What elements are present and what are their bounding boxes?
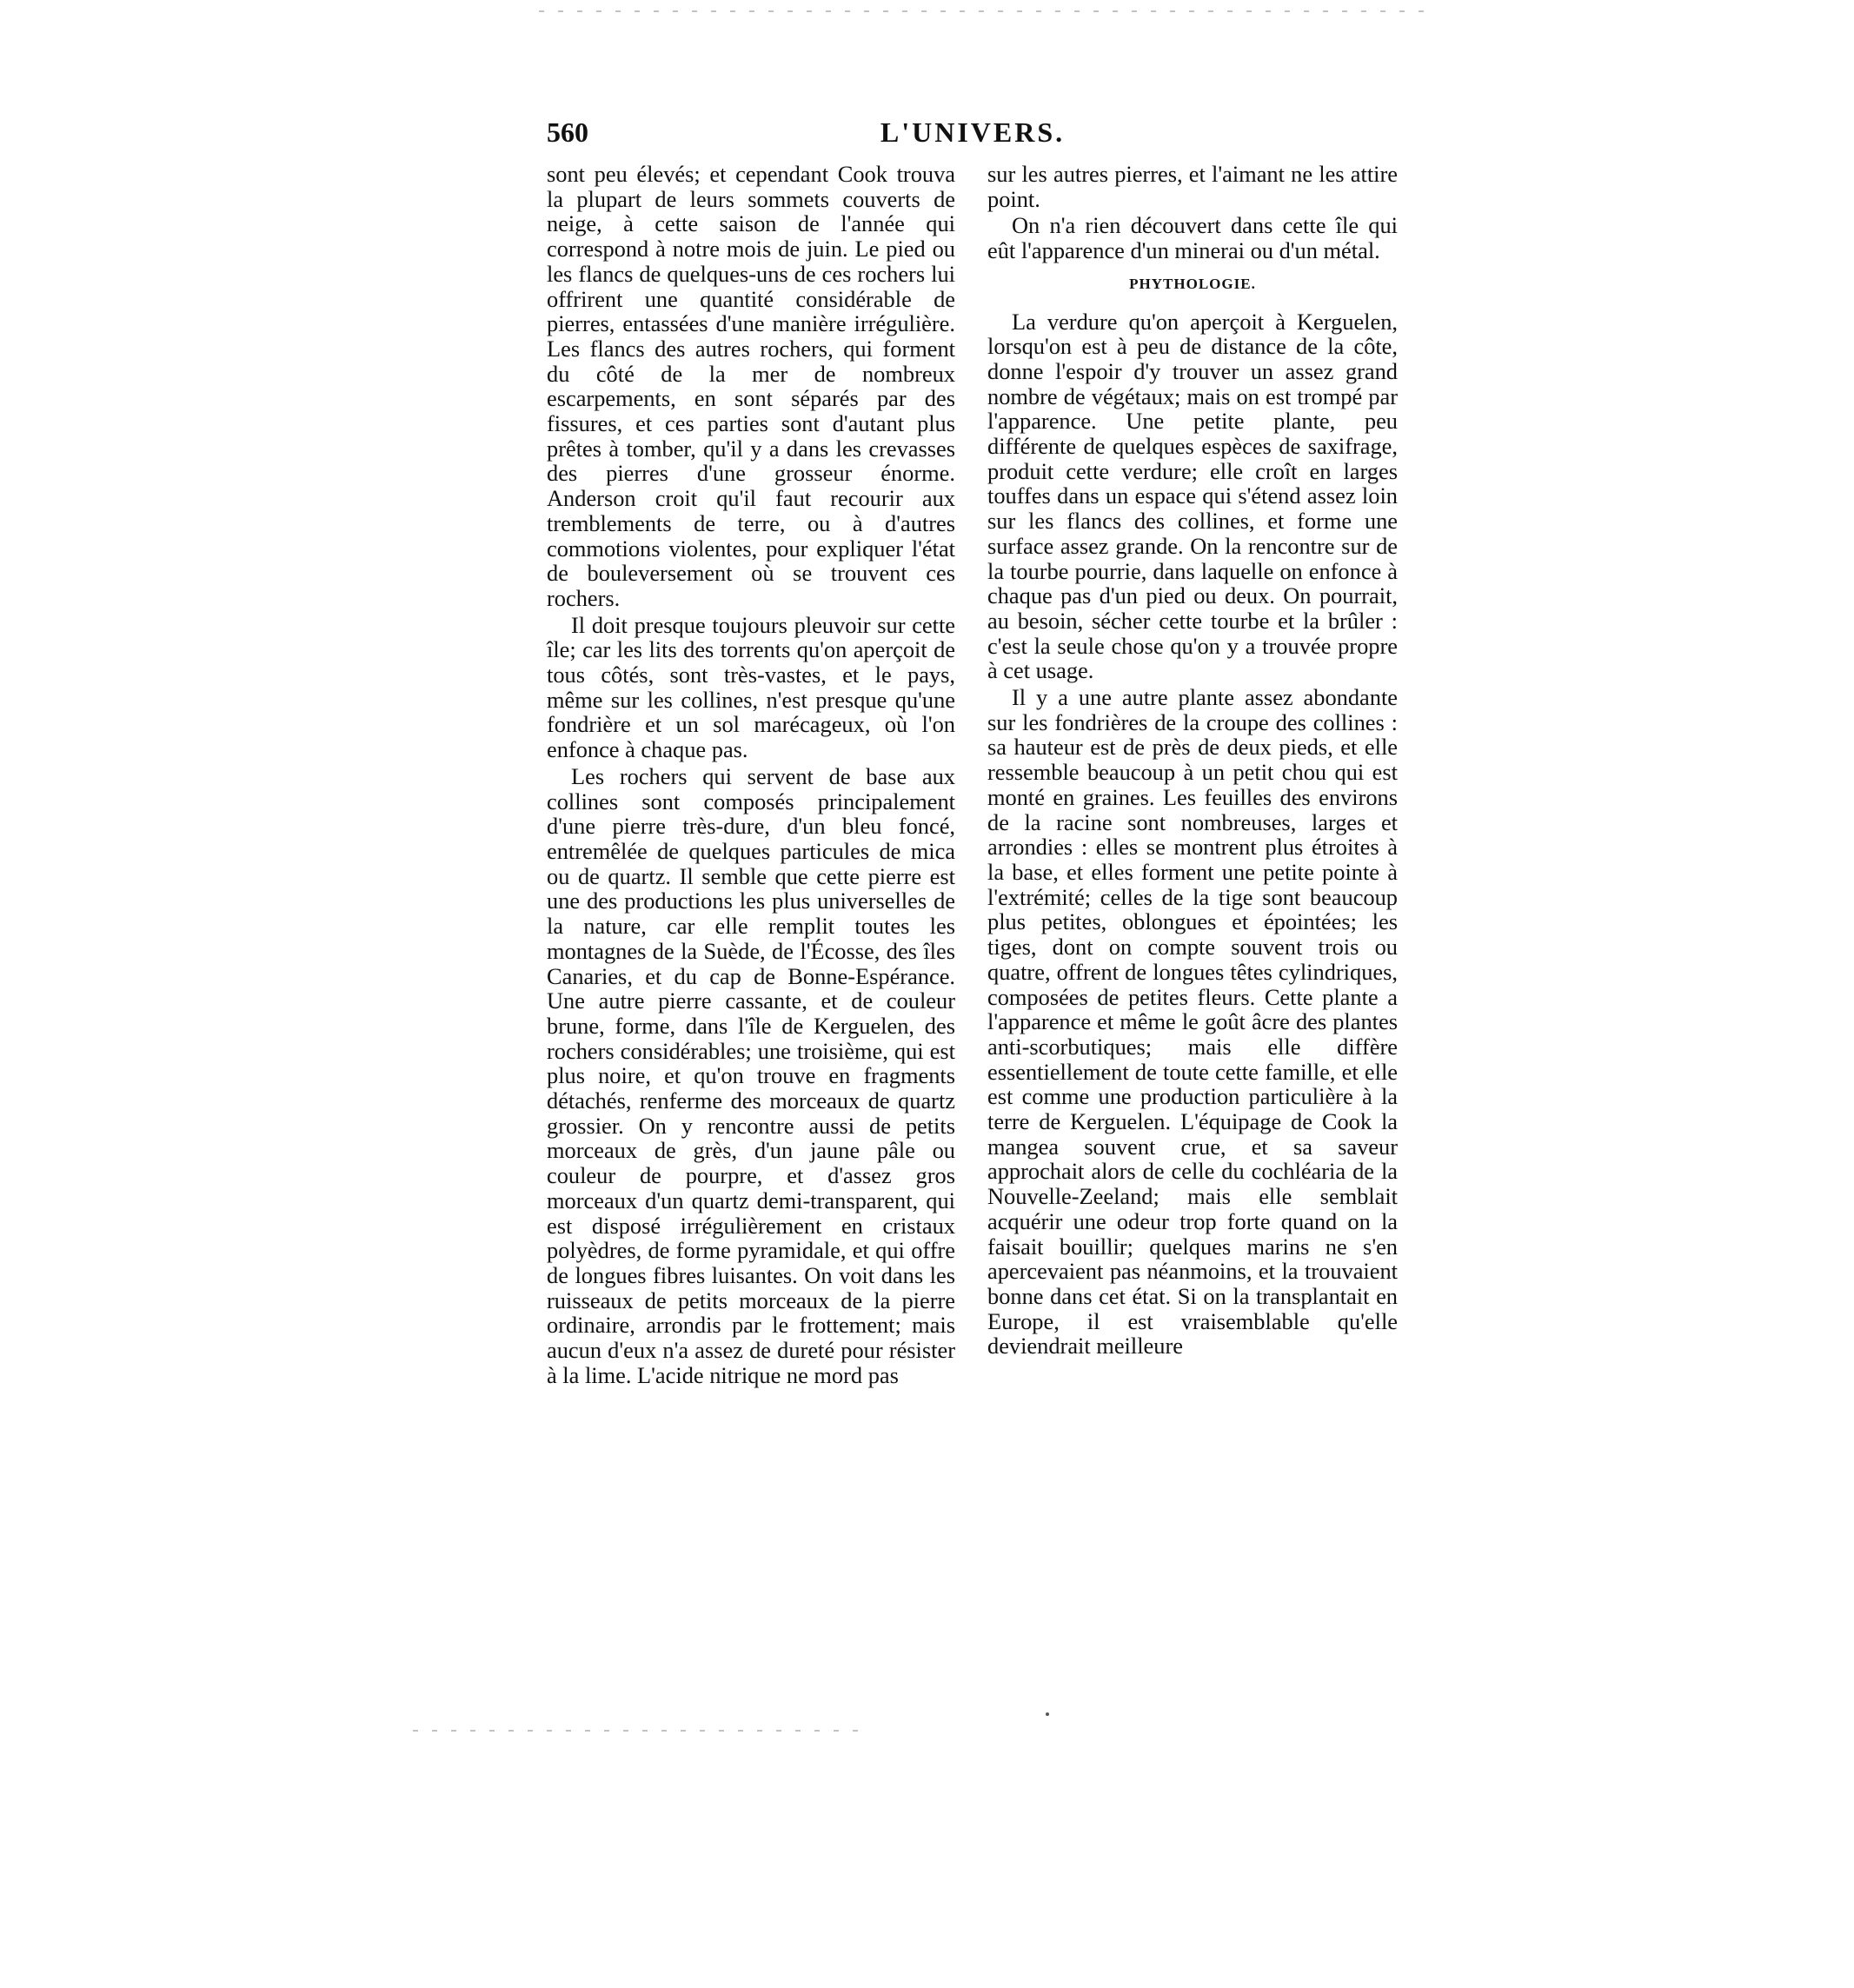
scan-speck <box>1046 1712 1049 1716</box>
scan-artifact-top <box>539 10 1425 12</box>
paragraph-magnet: sur les autres pierres, et l'aimant ne les attire point. <box>987 161 1398 212</box>
paragraph-metal: On n'a rien découvert dans cette île qui eût l'apparence d'un minerai ou d'un métal. <box>987 212 1398 264</box>
left-column <box>547 162 955 1387</box>
paragraph-verdure: La verdure qu'on aperçoit à Kerguelen, lorsqu'on est à peu de distance de la côte, donne l'espoir d'y trouver un assez grand nombre de végétaux; mais on est trompé par l'apparence. Une petite plante, peu différente de quelques espèces de saxifrage, produit cette verdure; elle croît en larges touffes dans un espace qui s'étend assez loin sur les flancs des collines, et forme une surface assez grande. On la rencontre sur de la tourbe pourrie, dans laquelle on enfonce à chaque pas d'un pied ou deux. On pourrait, au besoin, sécher cette tourbe et la brûler : c'est la seule chose qu'on y a trouvée propre à cet usage. <box>987 308 1398 684</box>
paragraph-stones: Les rochers qui servent de base aux collines sont composés principalement d'une pierre très-dure, d'un bleu foncé, entremêlée de quelques particules de mica ou de quartz. Il semble que cette pierre est une des productions les plus universelles de la nature, car elle remplit toutes les montagnes de la Suède, de l'Écosse, des îles Canaries, et du cap de Bonne-Espérance. Une autre pierre cassante, et de couleur brune, forme, dans l'île de Kerguelen, des rochers considérables; une troisième, qui est plus noire, et qu'on trouve en fragments détachés, renferme des morceaux de quartz grossier. On y rencontre aussi de petits morceaux de grès, d'un jaune pâle ou couleur de pourpre, et d'assez gros morceaux d'un quartz demi-transparent, qui est disposé irrégulièrement en cristaux polyèdres, de forme pyramidale, et qui offre de longues fibres luisantes. On voit dans les ruisseaux de petits morceaux de la pierre ordinaire, arrondis par le frottement; mais aucun d'eux n'a assez de dureté pour résister à la lime. L'acide nitrique ne mord pas <box>547 762 955 1388</box>
right-column <box>987 162 1398 1359</box>
running-title: L'UNIVERS. <box>880 116 1066 148</box>
page-number: 560 <box>547 116 588 148</box>
scan-artifact-bottom <box>413 1730 865 1732</box>
paragraph-cabbage-plant: Il y a une autre plante assez abondante sur les fondrières de la croupe des collines : sa hauteur est de près de deux pieds, et elle ressemble beaucoup à un petit chou qui est monté en graines. Les feuilles des environs de la racine sont nombreuses, larges et arrondies : elles se montrent plus étroites à la base, et elles forment une petite pointe à l'extrémité; celles de la tige sont beaucoup plus petites, oblongues et épointées; les tiges, dont on compte souvent trois ou quatre, offrent de longues têtes cylindriques, composées de petites fleurs. Cette plante a l'apparence et même le goût âcre des plantes anti-scorbutiques; mais elle diffère essentiellement de toute cette famille, et elle est comme une production particulière à la terre de Kerguelen. L'équipage de Cook la mangea souvent crue, et sa saveur approchait alors de celle du cochléaria de la Nouvelle-Zeeland; mais elle semblait acquérir une odeur trop forte quand on la faisait bouillir; quelques marins ne s'en apercevaient pas néanmoins, et la trouvaient bonne dans cet état. Si on la transplantait en Europe, il est vraisemblable qu'elle deviendrait meilleure <box>987 684 1398 1360</box>
paragraph-rocks-continued: sont peu élevés; et cependant Cook trouva la plupart de leurs sommets couverts de neige, à cette saison de l'année qui correspond à notre mois de juin. Le pied ou les flancs de quelques-uns de ces rochers lui offrirent une quantité considérable de pierres, entassées d'une manière irrégulière. Les flancs des autres rochers, qui forment du côté de la mer de nombreux escarpements, en sont séparés par des fissures, et ces parties sont d'autant plus prêtes à tomber, qu'il y a dans les crevasses des pierres d'une grosseur énorme. Anderson croit qu'il faut recourir aux tremblements de terre, ou à d'autres commotions violentes, pour expliquer l'état de bouleversement où se trouvent ces rochers. <box>547 161 955 611</box>
page-header <box>547 116 1399 155</box>
paragraph-rain: Il doit presque toujours pleuvoir sur cette île; car les lits des torrents qu'on aperçoit de tous côtés, sont très-vastes, et le pays, même sur les collines, n'est presque qu'une fondrière et un sol marécageux, où l'on enfonce à chaque pas. <box>547 611 955 763</box>
section-heading: PHYTHOLOGIE. <box>1129 275 1256 292</box>
